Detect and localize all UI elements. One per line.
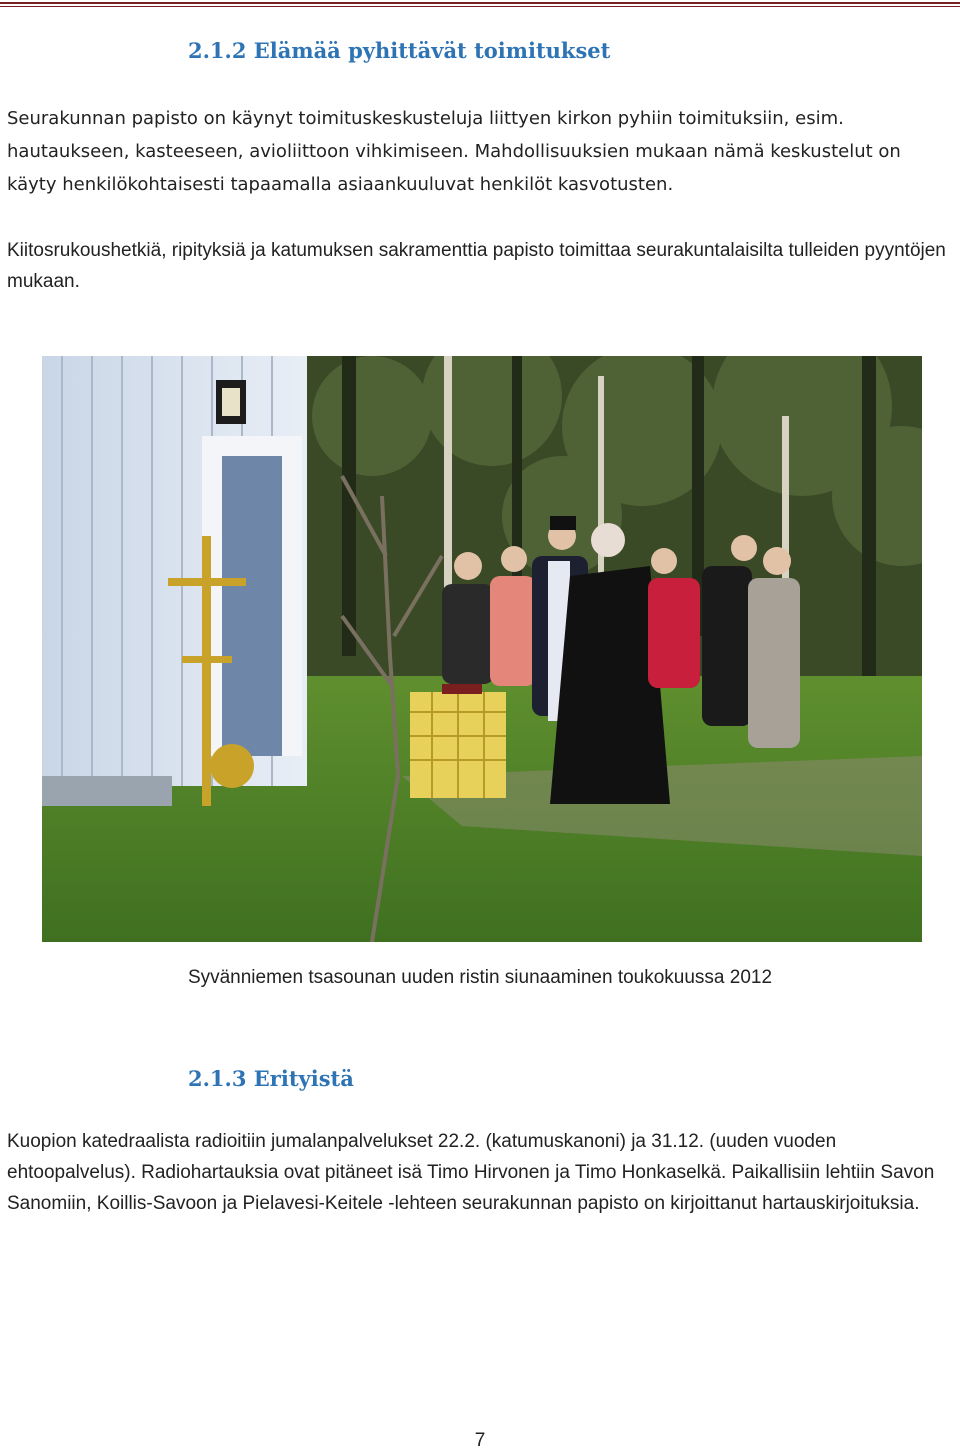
paragraph-kiitosrukoushetket: Kiitosrukoushetkiä, ripityksiä ja katumuksen sakramenttia papisto toimittaa seurakuntalaisilta tulleiden pyyntöjen mukaan. bbox=[7, 240, 946, 292]
page-number: 7 bbox=[474, 1430, 486, 1451]
photo-caption: Syvänniemen tsasounan uuden ristin siunaaminen toukokuussa 2012 bbox=[187, 967, 773, 988]
blessing-photo bbox=[42, 356, 922, 942]
paragraph-toimituskeskustelut: Seurakunnan papisto on käynyt toimituskeskusteluja liittyen kirkon pyhiin toimituksiin, esim. hautaukseen, kasteeseen, avioliittoon vihkimiseen. Mahdollisuuksien mukaan nämä keskustelut on käyty henkilökohtaisesti tapaamalla asiaankuuluvat henkilöt kasvotusten. bbox=[7, 108, 901, 195]
section-heading-2-1-2: 2.1.2 Elämää pyhittävät toimitukset bbox=[188, 38, 611, 63]
paragraph-erityista: Kuopion katedraalista radioitiin jumalanpalvelukset 22.2. (katumuskanoni) ja 31.12. (uuden vuoden ehtoopalvelus). Radiohartauksia ovat pitäneet isä Timo Hirvonen ja Timo Honkaselkä. Paikallisiin lehtiin Savon Sanomiin, Koillis-Savoon ja Pielavesi-Keitele -lehteen seurakunnan papisto on kirjoittanut hartauskirjoituksia. bbox=[7, 1131, 935, 1214]
header-rule bbox=[0, 0, 960, 8]
section-heading-2-1-3: 2.1.3 Erityistä bbox=[188, 1066, 354, 1091]
